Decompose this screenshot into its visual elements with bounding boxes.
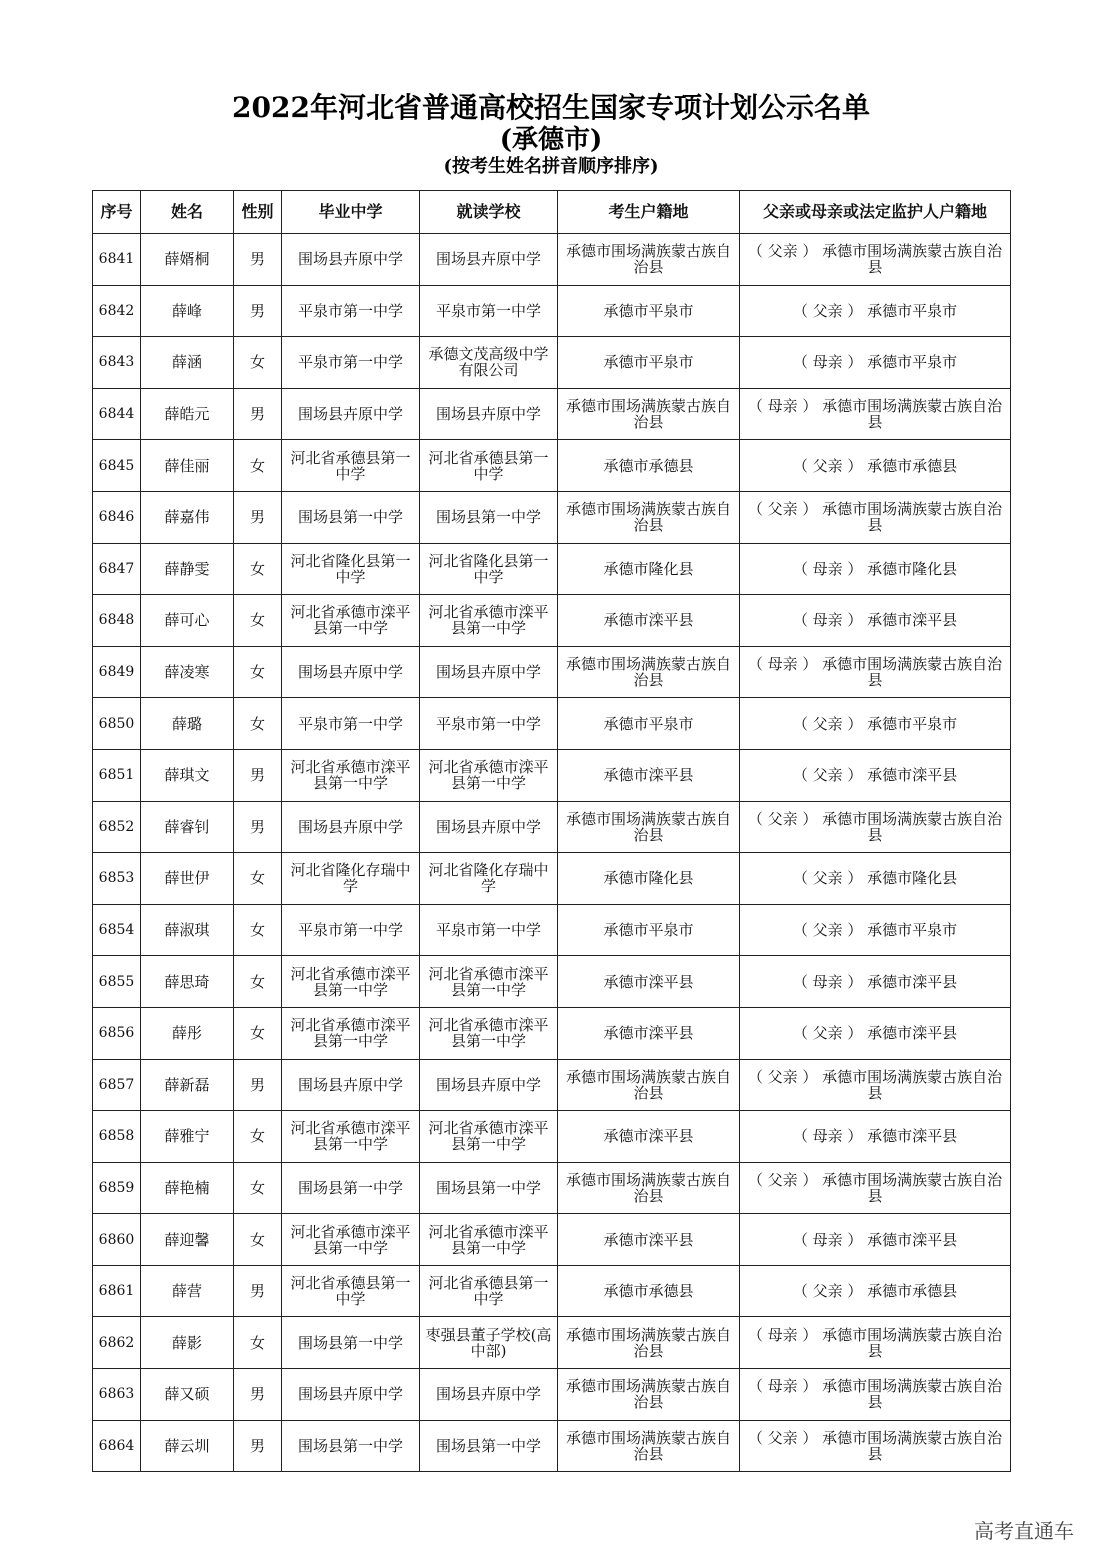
table-row	[93, 1420, 1011, 1472]
graduated-school-cell: 围场县第一中学	[282, 491, 420, 543]
current-school-cell: 河北省承德市滦平县第一中学	[420, 1007, 558, 1059]
column-header: 父亲或母亲或法定监护人户籍地	[740, 191, 1011, 234]
table-row	[93, 853, 1011, 905]
name-cell: 薛睿钊	[141, 801, 234, 853]
serial-cell: 6854	[93, 904, 141, 956]
current-school-cell: 承德文茂高级中学有限公司	[420, 337, 558, 389]
current-school-cell: 河北省承德市滦平县第一中学	[420, 956, 558, 1008]
guardian-hukou-cell: （ 母亲 ） 承德市滦平县	[740, 956, 1011, 1008]
column-header: 姓名	[141, 191, 234, 234]
student-hukou-cell: 承德市围场满族蒙古族自治县	[558, 1059, 740, 1111]
name-cell: 薛佳丽	[141, 440, 234, 492]
guardian-hukou-cell: （ 父亲 ） 承德市围场满族蒙古族自治县	[740, 234, 1011, 286]
serial-cell: 6847	[93, 543, 141, 595]
name-cell: 薛迎馨	[141, 1214, 234, 1266]
table-row	[93, 1162, 1011, 1214]
gender-cell: 女	[234, 1214, 282, 1266]
student-hukou-cell: 承德市围场满族蒙古族自治县	[558, 1420, 740, 1472]
graduated-school-cell: 平泉市第一中学	[282, 285, 420, 337]
name-cell: 薛静雯	[141, 543, 234, 595]
serial-cell: 6861	[93, 1265, 141, 1317]
guardian-hukou-cell: （ 母亲 ） 承德市围场满族蒙古族自治县	[740, 1369, 1011, 1421]
column-header: 考生户籍地	[558, 191, 740, 234]
roster-table	[92, 190, 1011, 1472]
name-cell: 薛涵	[141, 337, 234, 389]
gender-cell: 女	[234, 543, 282, 595]
table-row	[93, 1317, 1011, 1369]
name-cell: 薛雅宁	[141, 1111, 234, 1163]
current-school-cell: 河北省隆化县第一中学	[420, 543, 558, 595]
column-header: 就读学校	[420, 191, 558, 234]
serial-cell: 6850	[93, 698, 141, 750]
graduated-school-cell: 围场县卉原中学	[282, 234, 420, 286]
graduated-school-cell: 平泉市第一中学	[282, 698, 420, 750]
graduated-school-cell: 河北省隆化县第一中学	[282, 543, 420, 595]
name-cell: 薛艳楠	[141, 1162, 234, 1214]
serial-cell: 6848	[93, 595, 141, 647]
student-hukou-cell: 承德市围场满族蒙古族自治县	[558, 388, 740, 440]
name-cell: 薛凌寒	[141, 646, 234, 698]
graduated-school-cell: 围场县卉原中学	[282, 388, 420, 440]
serial-cell: 6842	[93, 285, 141, 337]
serial-cell: 6862	[93, 1317, 141, 1369]
gender-cell: 男	[234, 801, 282, 853]
gender-cell: 女	[234, 853, 282, 905]
name-cell: 薛影	[141, 1317, 234, 1369]
student-hukou-cell: 承德市围场满族蒙古族自治县	[558, 491, 740, 543]
gender-cell: 男	[234, 285, 282, 337]
guardian-hukou-cell: （ 母亲 ） 承德市滦平县	[740, 595, 1011, 647]
graduated-school-cell: 围场县卉原中学	[282, 646, 420, 698]
serial-cell: 6849	[93, 646, 141, 698]
gender-cell: 女	[234, 904, 282, 956]
student-hukou-cell: 承德市围场满族蒙古族自治县	[558, 1317, 740, 1369]
current-school-cell: 河北省承德市滦平县第一中学	[420, 595, 558, 647]
current-school-cell: 平泉市第一中学	[420, 904, 558, 956]
page-subtitle: (承德市)	[499, 125, 603, 155]
name-cell: 薛又硕	[141, 1369, 234, 1421]
guardian-hukou-cell: （ 母亲 ） 承德市围场满族蒙古族自治县	[740, 388, 1011, 440]
current-school-cell: 河北省承德市滦平县第一中学	[420, 1214, 558, 1266]
graduated-school-cell: 围场县卉原中学	[282, 1059, 420, 1111]
student-hukou-cell: 承德市围场满族蒙古族自治县	[558, 1369, 740, 1421]
student-hukou-cell: 承德市平泉市	[558, 337, 740, 389]
table-row	[93, 1111, 1011, 1163]
current-school-cell: 河北省隆化存瑞中学	[420, 853, 558, 905]
current-school-cell: 围场县第一中学	[420, 1162, 558, 1214]
graduated-school-cell: 围场县卉原中学	[282, 801, 420, 853]
serial-cell: 6863	[93, 1369, 141, 1421]
student-hukou-cell: 承德市隆化县	[558, 543, 740, 595]
gender-cell: 女	[234, 595, 282, 647]
table-row	[93, 285, 1011, 337]
serial-cell: 6856	[93, 1007, 141, 1059]
student-hukou-cell: 承德市围场满族蒙古族自治县	[558, 1162, 740, 1214]
table-body	[93, 234, 1011, 1472]
table-row	[93, 234, 1011, 286]
current-school-cell: 围场县卉原中学	[420, 646, 558, 698]
guardian-hukou-cell: （ 父亲 ） 承德市围场满族蒙古族自治县	[740, 1420, 1011, 1472]
current-school-cell: 围场县卉原中学	[420, 1059, 558, 1111]
current-school-cell: 河北省承德县第一中学	[420, 440, 558, 492]
guardian-hukou-cell: （ 父亲 ） 承德市隆化县	[740, 853, 1011, 905]
graduated-school-cell: 河北省承德市滦平县第一中学	[282, 1111, 420, 1163]
serial-cell: 6853	[93, 853, 141, 905]
name-cell: 薛皓元	[141, 388, 234, 440]
guardian-hukou-cell: （ 父亲 ） 承德市平泉市	[740, 698, 1011, 750]
gender-cell: 女	[234, 337, 282, 389]
serial-cell: 6855	[93, 956, 141, 1008]
student-hukou-cell: 承德市平泉市	[558, 904, 740, 956]
table-row	[93, 801, 1011, 853]
guardian-hukou-cell: （ 父亲 ） 承德市承德县	[740, 1265, 1011, 1317]
name-cell: 薛峰	[141, 285, 234, 337]
graduated-school-cell: 河北省承德市滦平县第一中学	[282, 956, 420, 1008]
student-hukou-cell: 承德市承德县	[558, 1265, 740, 1317]
current-school-cell: 河北省承德市滦平县第一中学	[420, 1111, 558, 1163]
serial-cell: 6857	[93, 1059, 141, 1111]
name-cell: 薛世伊	[141, 853, 234, 905]
graduated-school-cell: 围场县第一中学	[282, 1162, 420, 1214]
table-row	[93, 1007, 1011, 1059]
table-row	[93, 904, 1011, 956]
serial-cell: 6864	[93, 1420, 141, 1472]
current-school-cell: 平泉市第一中学	[420, 698, 558, 750]
guardian-hukou-cell: （ 父亲 ） 承德市承德县	[740, 440, 1011, 492]
current-school-cell: 围场县第一中学	[420, 1420, 558, 1472]
name-cell: 薛淑琪	[141, 904, 234, 956]
name-cell: 薛可心	[141, 595, 234, 647]
table-row	[93, 543, 1011, 595]
current-school-cell: 河北省承德县第一中学	[420, 1265, 558, 1317]
student-hukou-cell: 承德市滦平县	[558, 1111, 740, 1163]
current-school-cell: 围场县卉原中学	[420, 1369, 558, 1421]
current-school-cell: 围场县第一中学	[420, 491, 558, 543]
page-title: 2022年河北省普通高校招生国家专项计划公示名单	[232, 91, 870, 124]
graduated-school-cell: 河北省隆化存瑞中学	[282, 853, 420, 905]
graduated-school-cell: 河北省承德市滦平县第一中学	[282, 595, 420, 647]
student-hukou-cell: 承德市平泉市	[558, 285, 740, 337]
gender-cell: 女	[234, 1007, 282, 1059]
serial-cell: 6844	[93, 388, 141, 440]
student-hukou-cell: 承德市平泉市	[558, 698, 740, 750]
guardian-hukou-cell: （ 母亲 ） 承德市围场满族蒙古族自治县	[740, 1317, 1011, 1369]
gender-cell: 男	[234, 1059, 282, 1111]
gender-cell: 男	[234, 1369, 282, 1421]
table-row	[93, 1265, 1011, 1317]
current-school-cell: 围场县卉原中学	[420, 388, 558, 440]
table-row	[93, 1369, 1011, 1421]
gender-cell: 男	[234, 388, 282, 440]
current-school-cell: 枣强县董子学校(高中部)	[420, 1317, 558, 1369]
serial-cell: 6852	[93, 801, 141, 853]
graduated-school-cell: 河北省承德县第一中学	[282, 440, 420, 492]
graduated-school-cell: 河北省承德市滦平县第一中学	[282, 1007, 420, 1059]
name-cell: 薛营	[141, 1265, 234, 1317]
column-header: 性别	[234, 191, 282, 234]
guardian-hukou-cell: （ 父亲 ） 承德市围场满族蒙古族自治县	[740, 1162, 1011, 1214]
name-cell: 薛嘉伟	[141, 491, 234, 543]
serial-cell: 6846	[93, 491, 141, 543]
column-header: 序号	[93, 191, 141, 234]
gender-cell: 男	[234, 1265, 282, 1317]
table-row	[93, 698, 1011, 750]
current-school-cell: 围场县卉原中学	[420, 801, 558, 853]
table-row	[93, 337, 1011, 389]
gender-cell: 男	[234, 749, 282, 801]
gender-cell: 女	[234, 698, 282, 750]
table-row	[93, 956, 1011, 1008]
table-row	[93, 388, 1011, 440]
table-row	[93, 491, 1011, 543]
guardian-hukou-cell: （ 母亲 ） 承德市隆化县	[740, 543, 1011, 595]
name-cell: 薛婿桐	[141, 234, 234, 286]
guardian-hukou-cell: （ 父亲 ） 承德市围场满族蒙古族自治县	[740, 1059, 1011, 1111]
student-hukou-cell: 承德市滦平县	[558, 1214, 740, 1266]
name-cell: 薛璐	[141, 698, 234, 750]
guardian-hukou-cell: （ 父亲 ） 承德市滦平县	[740, 749, 1011, 801]
serial-cell: 6845	[93, 440, 141, 492]
serial-cell: 6859	[93, 1162, 141, 1214]
gender-cell: 男	[234, 234, 282, 286]
sort-note: (按考生姓名拼音顺序排序)	[443, 156, 659, 177]
gender-cell: 女	[234, 1111, 282, 1163]
current-school-cell: 围场县卉原中学	[420, 234, 558, 286]
student-hukou-cell: 承德市围场满族蒙古族自治县	[558, 801, 740, 853]
guardian-hukou-cell: （ 父亲 ） 承德市围场满族蒙古族自治县	[740, 801, 1011, 853]
graduated-school-cell: 平泉市第一中学	[282, 904, 420, 956]
serial-cell: 6841	[93, 234, 141, 286]
watermark: 高考直通车	[974, 1519, 1074, 1543]
name-cell: 薛琪文	[141, 749, 234, 801]
name-cell: 薛思琦	[141, 956, 234, 1008]
guardian-hukou-cell: （ 母亲 ） 承德市平泉市	[740, 337, 1011, 389]
guardian-hukou-cell: （ 母亲 ） 承德市围场满族蒙古族自治县	[740, 646, 1011, 698]
guardian-hukou-cell: （ 母亲 ） 承德市滦平县	[740, 1111, 1011, 1163]
current-school-cell: 平泉市第一中学	[420, 285, 558, 337]
name-cell: 薛云圳	[141, 1420, 234, 1472]
current-school-cell: 河北省承德市滦平县第一中学	[420, 749, 558, 801]
table-header-row	[93, 191, 1011, 234]
table-row	[93, 595, 1011, 647]
guardian-hukou-cell: （ 母亲 ） 承德市滦平县	[740, 1214, 1011, 1266]
gender-cell: 男	[234, 491, 282, 543]
student-hukou-cell: 承德市滦平县	[558, 749, 740, 801]
graduated-school-cell: 河北省承德市滦平县第一中学	[282, 749, 420, 801]
serial-cell: 6858	[93, 1111, 141, 1163]
gender-cell: 女	[234, 1317, 282, 1369]
graduated-school-cell: 围场县第一中学	[282, 1420, 420, 1472]
student-hukou-cell: 承德市滦平县	[558, 956, 740, 1008]
guardian-hukou-cell: （ 父亲 ） 承德市滦平县	[740, 1007, 1011, 1059]
gender-cell: 男	[234, 1420, 282, 1472]
gender-cell: 女	[234, 956, 282, 1008]
gender-cell: 女	[234, 440, 282, 492]
graduated-school-cell: 河北省承德县第一中学	[282, 1265, 420, 1317]
graduated-school-cell: 围场县卉原中学	[282, 1369, 420, 1421]
serial-cell: 6851	[93, 749, 141, 801]
column-header: 毕业中学	[282, 191, 420, 234]
graduated-school-cell: 平泉市第一中学	[282, 337, 420, 389]
guardian-hukou-cell: （ 父亲 ） 承德市平泉市	[740, 285, 1011, 337]
table-row	[93, 646, 1011, 698]
student-hukou-cell: 承德市滦平县	[558, 595, 740, 647]
graduated-school-cell: 河北省承德市滦平县第一中学	[282, 1214, 420, 1266]
student-hukou-cell: 承德市隆化县	[558, 853, 740, 905]
gender-cell: 女	[234, 1162, 282, 1214]
gender-cell: 女	[234, 646, 282, 698]
guardian-hukou-cell: （ 父亲 ） 承德市围场满族蒙古族自治县	[740, 491, 1011, 543]
serial-cell: 6860	[93, 1214, 141, 1266]
student-hukou-cell: 承德市围场满族蒙古族自治县	[558, 234, 740, 286]
student-hukou-cell: 承德市滦平县	[558, 1007, 740, 1059]
name-cell: 薛新磊	[141, 1059, 234, 1111]
student-hukou-cell: 承德市围场满族蒙古族自治县	[558, 646, 740, 698]
table-row	[93, 1214, 1011, 1266]
table-row	[93, 1059, 1011, 1111]
graduated-school-cell: 围场县第一中学	[282, 1317, 420, 1369]
serial-cell: 6843	[93, 337, 141, 389]
guardian-hukou-cell: （ 父亲 ） 承德市平泉市	[740, 904, 1011, 956]
student-hukou-cell: 承德市承德县	[558, 440, 740, 492]
table-row	[93, 440, 1011, 492]
name-cell: 薛彤	[141, 1007, 234, 1059]
table-row	[93, 749, 1011, 801]
